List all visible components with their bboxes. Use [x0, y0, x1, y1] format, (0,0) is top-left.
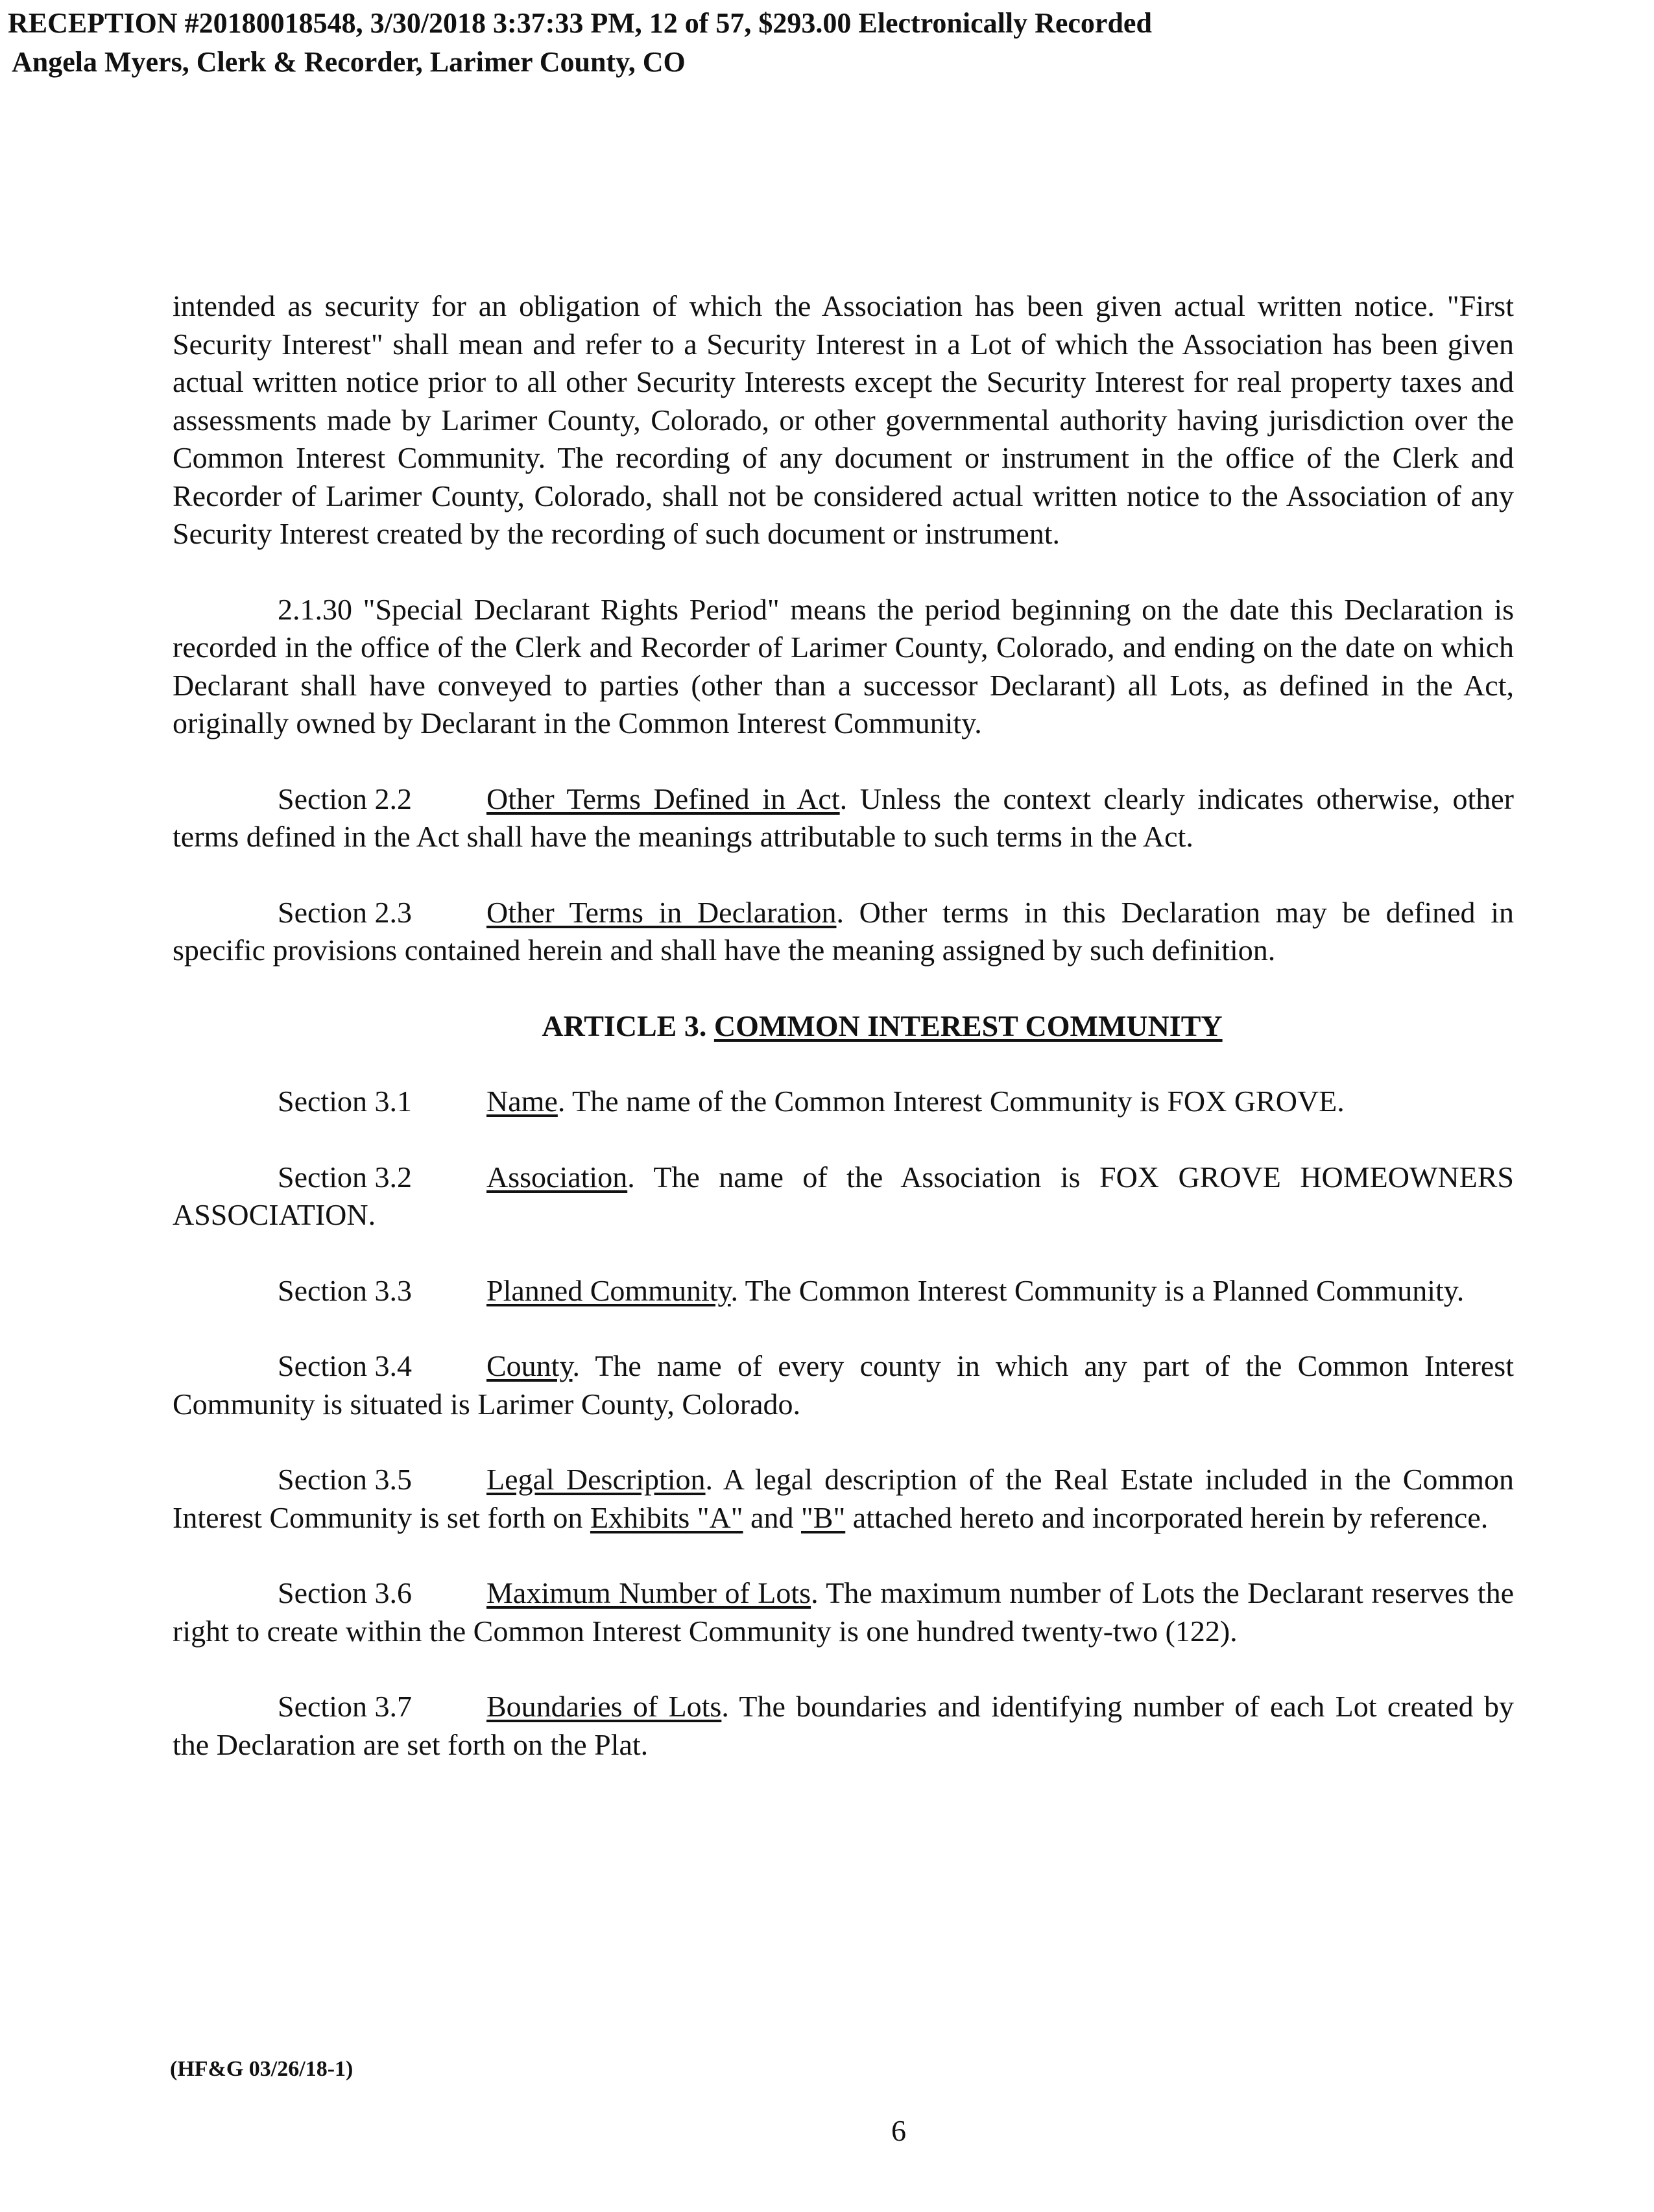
section-number: Section 2.3: [278, 895, 412, 929]
conjunction: and: [743, 1500, 801, 1534]
section-body: . The name of every county in which any part of the Common Interest Community is situated is Larimer County, Colorado.: [173, 1349, 1514, 1421]
section-3-5: [173, 1461, 1514, 1537]
section-number: Section 3.3: [278, 1273, 412, 1307]
section-body: . Other terms in this Declaration may be defined in specific provisions contained herein and shall have the meaning assigned by such definition.: [173, 895, 1514, 967]
section-number: Section 2.2: [278, 782, 412, 815]
section-title: Other Terms in Declaration: [486, 895, 837, 929]
recording-header: [8, 4, 1152, 82]
article-3-heading: [173, 1007, 1514, 1046]
exhibit-b-reference: "B": [800, 1500, 846, 1534]
section-title: Boundaries of Lots: [486, 1690, 722, 1723]
section-title: Legal Description: [486, 1463, 706, 1496]
section-3-4: [173, 1347, 1514, 1423]
section-3-3: [173, 1272, 1514, 1310]
definition-2-1-30: 2.1.30 "Special Declarant Rights Period" means the period beginning on the date this Declaration is recorded in the office of the Clerk and Recorder of Larimer County, Colorado, and ending on the date on which Declarant shall have conveyed to parties (other than a successor Declarant) all Lots, as defined in the Act, originally owned by Declarant in the Common Interest Community.: [173, 592, 1514, 739]
article-prefix: ARTICLE 3.: [542, 1009, 714, 1042]
section-body: . The maximum number of Lots the Declarant reserves the right to create within the Common Interest Community is one hundred twenty-two (122).: [173, 1576, 1514, 1648]
recording-header-line2: Angela Myers, Clerk & Recorder, Larimer County, CO: [12, 46, 686, 78]
section-title: Planned Community: [486, 1273, 731, 1307]
section-3-1: [173, 1083, 1514, 1121]
section-body: . The Common Interest Community is a Planned Community.: [730, 1273, 1465, 1307]
section-title: Other Terms Defined in Act: [486, 782, 840, 815]
section-body: . The name of the Common Interest Community is FOX GROVE.: [557, 1085, 1345, 1118]
section-3-2: [173, 1159, 1514, 1234]
section-3-7: [173, 1688, 1514, 1764]
section-2-3: [173, 894, 1514, 970]
section-3-6: [173, 1574, 1514, 1650]
section-number: Section 3.4: [278, 1349, 412, 1382]
section-number: Section 3.1: [278, 1085, 412, 1118]
document-body: [173, 287, 1514, 1764]
section-title: Name: [486, 1085, 558, 1118]
exhibit-a-reference: Exhibits "A": [590, 1500, 743, 1534]
section-body: . Unless the context clearly indicates otherwise, other terms defined in the Act shall have the meanings attributable to such terms in the Act.: [173, 782, 1514, 853]
section-2-2: [173, 780, 1514, 856]
page-number: 6: [891, 2114, 906, 2147]
section-body-a: . A legal description of the Real Estate included in the Common Interest Community is set forth on: [173, 1463, 1514, 1534]
document-code: (HF&G 03/26/18-1): [170, 2057, 354, 2081]
section-number: Section 3.6: [278, 1576, 412, 1609]
section-title: County: [486, 1349, 573, 1382]
section-body: . The boundaries and identifying number of each Lot created by the Declaration are set forth on the Plat.: [173, 1690, 1514, 1761]
article-title: COMMON INTEREST COMMUNITY: [713, 1009, 1223, 1042]
recording-header-line1: RECEPTION #20180018548, 3/30/2018 3:37:33 PM, 12 of 57, $293.00 Electronically Recorded: [8, 7, 1152, 39]
section-title: Association: [486, 1160, 628, 1194]
section-body: . The name of the Association is FOX GROVE HOMEOWNERS ASSOCIATION.: [173, 1160, 1514, 1231]
section-title: Maximum Number of Lots: [486, 1576, 811, 1609]
section-body-b: attached hereto and incorporated herein by reference.: [845, 1500, 1489, 1534]
section-number: Section 3.2: [278, 1160, 412, 1194]
section-number: Section 3.7: [278, 1690, 412, 1723]
continuation-paragraph: intended as security for an obligation of which the Association has been given actual written notice. "First Security Interest" shall mean and refer to a Security Interest in a Lot of which the Association has been given actual written notice prior to all other Security Interests except the Security Interest for real property taxes and assessments made by Larimer County, Colorado, or other governmental authority having jurisdiction over the Common Interest Community. The recording of any document or instrument in the office of the Clerk and Recorder of Larimer County, Colorado, shall not be considered actual written notice to the Association of any Security Interest created by the recording of such document or instrument.: [173, 289, 1514, 550]
section-number: Section 3.5: [278, 1463, 412, 1496]
